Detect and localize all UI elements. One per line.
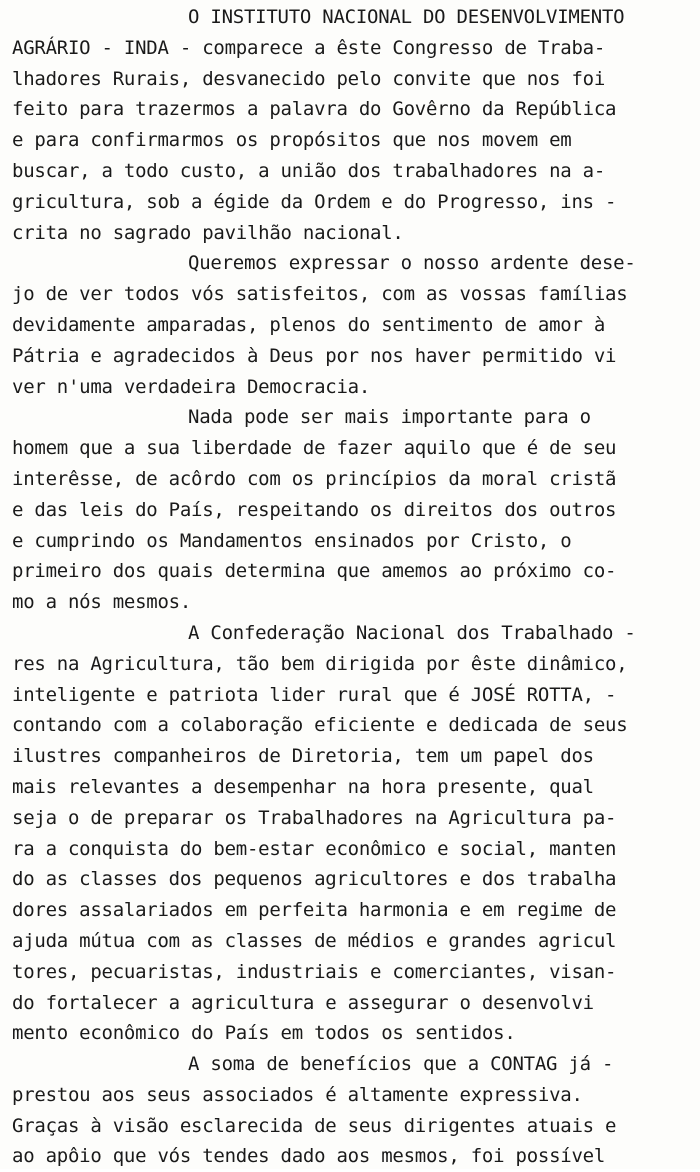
- text-line: feito para trazermos a palavra do Govêrno da República: [12, 98, 617, 121]
- text-line: Pátria e agradecidos à Deus por nos haver permitido vi: [12, 344, 617, 367]
- text-line: e das leis do País, respeitando os direitos dos outros: [12, 498, 617, 521]
- text-line: tores, pecuaristas, industriais e comerciantes, visan-: [12, 960, 617, 983]
- text-line: primeiro dos quais determina que amemos ao próximo co-: [12, 560, 617, 583]
- text-line: Queremos expressar o nosso ardente dese-: [188, 252, 636, 275]
- text-line: lhadores Rurais, desvanecido pelo convite que nos foi: [12, 67, 606, 90]
- text-line: ao apôio que vós tendes dado aos mesmos, foi possível: [12, 1145, 606, 1168]
- text-line: mais relevantes a desempenhar na hora presente, qual: [12, 775, 594, 798]
- text-line: do as classes dos pequenos agricultores e dos trabalha: [12, 868, 617, 891]
- text-line: gricultura, sob a égide da Ordem e do Progresso, ins -: [12, 190, 617, 213]
- text-line: ver n'uma verdadeira Democracia.: [12, 375, 371, 398]
- document-text: [12, 2, 698, 1172]
- text-line: crita no sagrado pavilhão nacional.: [12, 221, 404, 244]
- text-line: mo a nós mesmos.: [12, 591, 192, 614]
- text-line: homem que a sua liberdade de fazer aquilo que é de seu: [12, 437, 617, 460]
- text-line: ra a conquista do bem-estar econômico e social, manten: [12, 837, 617, 860]
- text-line: Graças à visão esclarecida de seus dirigentes atuais e: [12, 1114, 617, 1137]
- text-line: prestou aos seus associados é altamente expressiva.: [12, 1083, 583, 1106]
- text-line: buscar, a todo custo, a união dos trabalhadores na a-: [12, 159, 606, 182]
- text-line: devidamente amparadas, plenos do sentimento de amor à: [12, 313, 606, 336]
- text-line: Nada pode ser mais importante para o: [188, 406, 591, 429]
- text-line: dores assalariados em perfeita harmonia e em regime de: [12, 899, 617, 922]
- text-line: ilustres companheiros de Diretoria, tem um papel dos: [12, 745, 594, 768]
- text-line: A Confederação Nacional dos Trabalhado -: [188, 621, 636, 644]
- text-line: e cumprindo os Mandamentos ensinados por Cristo, o: [12, 529, 572, 552]
- text-line: e para confirmarmos os propósitos que nos movem em: [12, 129, 572, 152]
- text-line: ajuda mútua com as classes de médios e grandes agricul: [12, 929, 617, 952]
- text-line: A soma de benefícios que a CONTAG já -: [188, 1053, 614, 1076]
- text-line: O INSTITUTO NACIONAL DO DESENVOLVIMENTO: [188, 6, 625, 28]
- text-line: contando com a colaboração eficiente e dedicada de seus: [12, 714, 628, 737]
- text-line: AGRÁRIO - INDA - comparece a êste Congresso de Traba-: [12, 36, 606, 59]
- text-line: seja o de preparar os Trabalhadores na Agricultura pa-: [12, 806, 617, 829]
- text-line: interêsse, de acôrdo com os princípios da moral cristã: [12, 467, 617, 490]
- text-line: jo de ver todos vós satisfeitos, com as vossas famílias: [12, 283, 628, 306]
- text-line: mento econômico do País em todos os sentidos.: [12, 1022, 516, 1045]
- text-line: res na Agricultura, tão bem dirigida por êste dinâmico,: [12, 652, 628, 675]
- text-line: inteligente e patriota lider rural que é JOSÉ ROTTA, -: [12, 683, 617, 706]
- text-line: do fortalecer a agricultura e assegurar o desenvolvi: [12, 991, 594, 1014]
